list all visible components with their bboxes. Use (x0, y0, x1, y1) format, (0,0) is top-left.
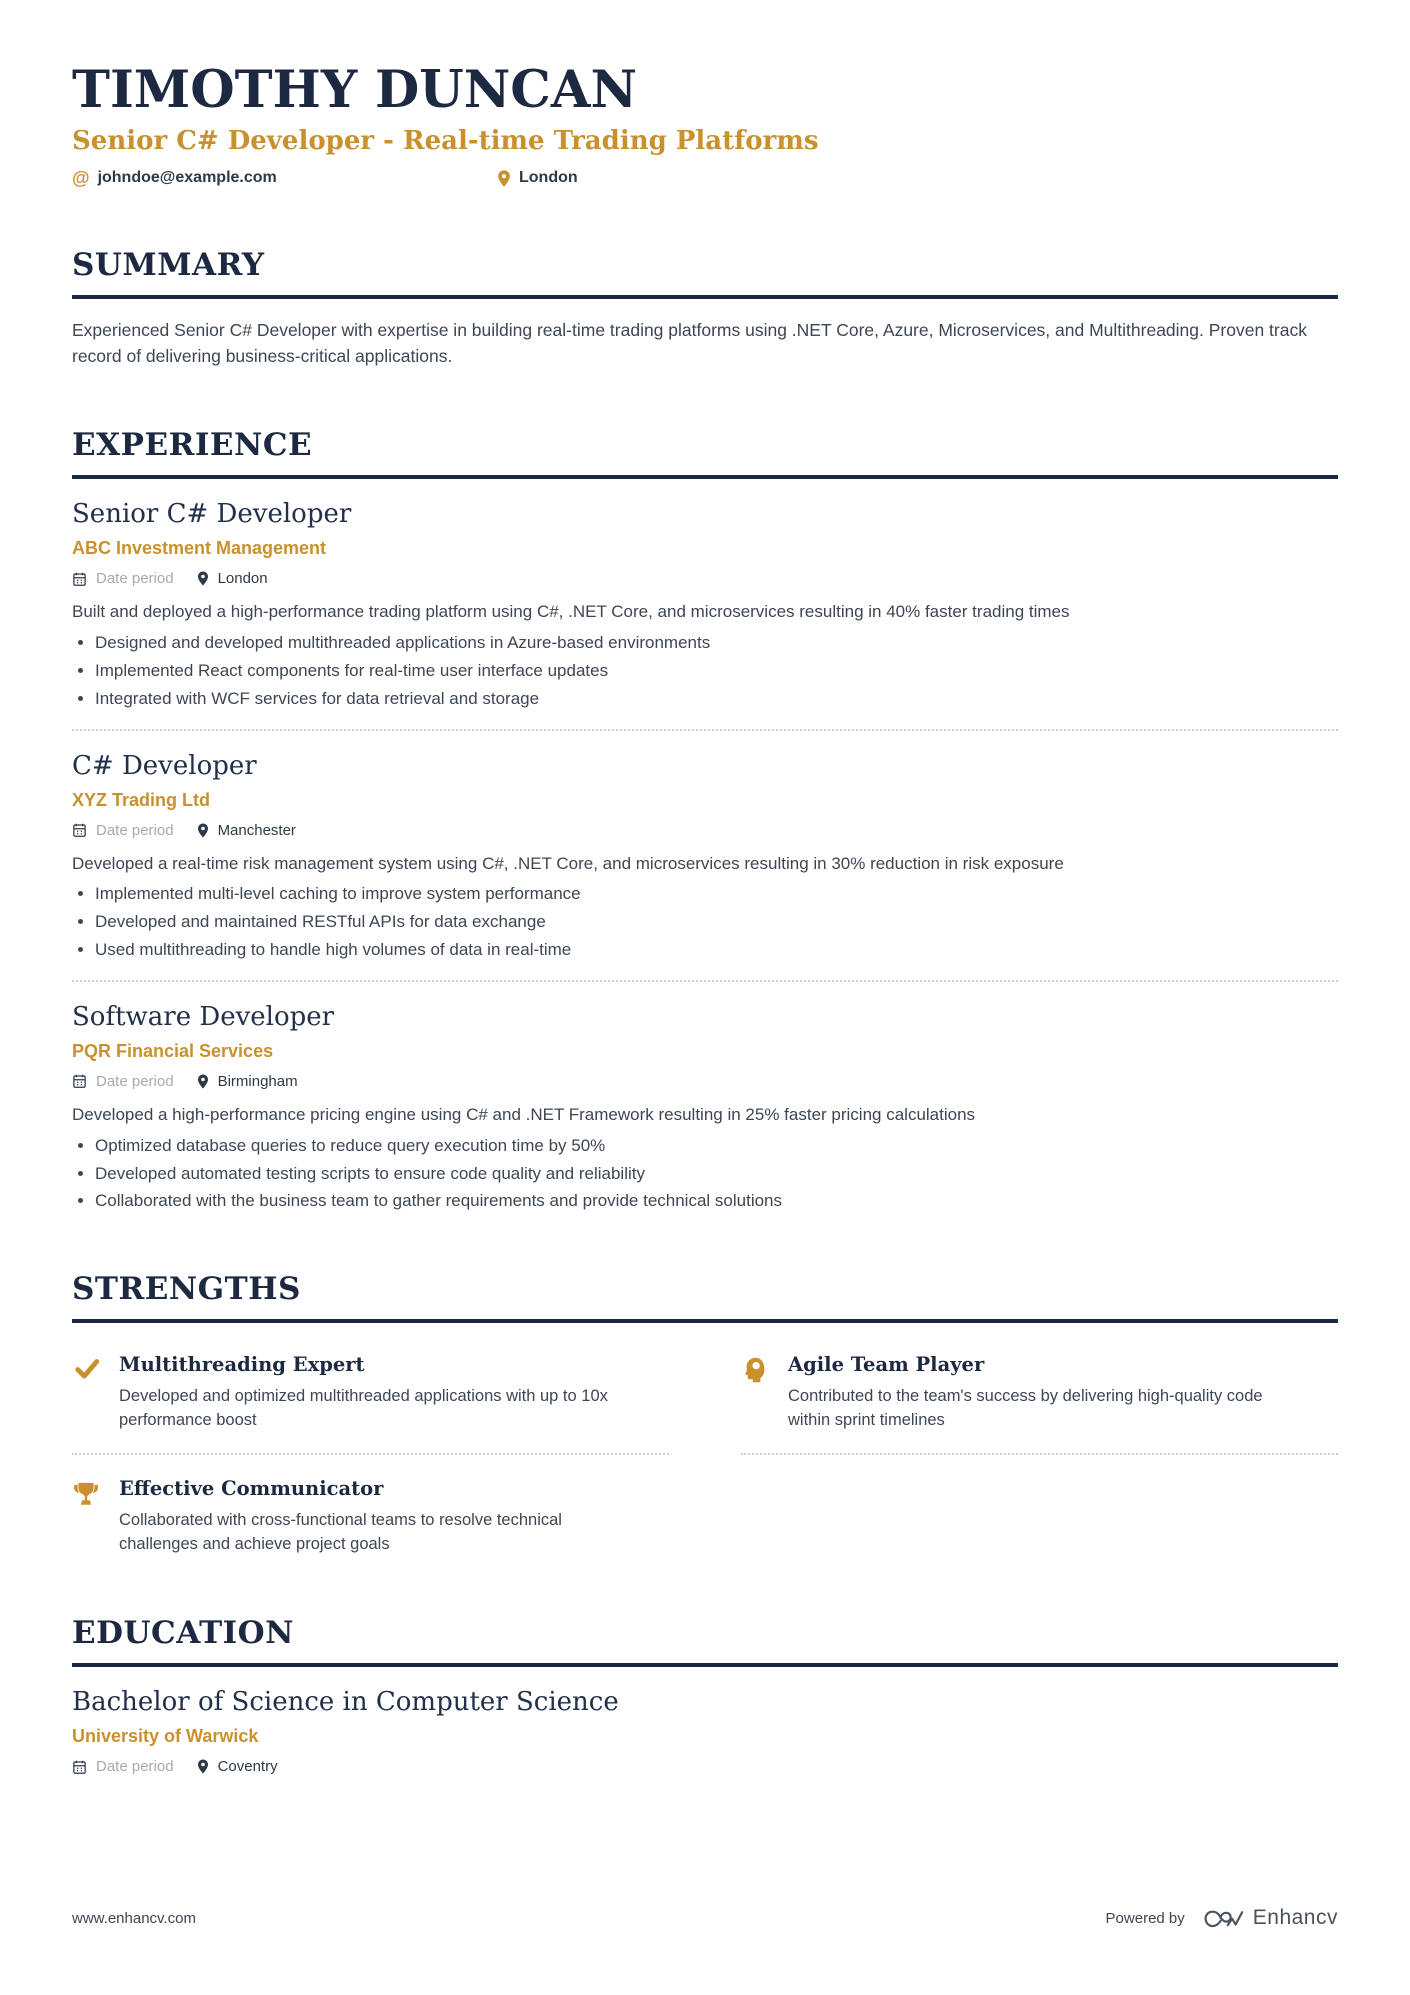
strength-title: Effective Communicator (119, 1477, 384, 1501)
website-link[interactable]: www.enhancv.com (72, 1909, 196, 1927)
date-period: Date period (96, 570, 174, 588)
job-meta-row (72, 570, 1338, 587)
summary-heading: SUMMARY (72, 247, 1338, 299)
strength-title: Multithreading Expert (119, 1353, 365, 1377)
strength-divider (741, 1453, 1338, 1455)
job-bullet: • Collaborated with the business team to gather requirements and provide technical solutions (95, 1190, 1338, 1213)
job-title: Senior C# Developer (72, 499, 352, 530)
summary-section (72, 247, 1338, 370)
job-entry (72, 499, 1338, 710)
education-heading: EDUCATION (72, 1615, 1338, 1667)
email-text: johndoe@example.com (97, 169, 277, 187)
company-name: XYZ Trading Ltd (72, 789, 210, 810)
job-bullet-list (72, 632, 1338, 711)
strengths-column-left (72, 1331, 669, 1557)
job-title: Software Developer (72, 1001, 335, 1032)
job-summary: Built and deployed a high-performance trading platform using C#, .NET Core, and microservices resulting in 40% faster trading times (72, 602, 1070, 622)
experience-section (72, 427, 1338, 1213)
job-bullet-list (72, 1135, 1338, 1214)
job-summary: Developed a high-performance pricing engine using C# and .NET Framework resulting in 25% faster pricing calculations (72, 1104, 976, 1124)
calendar-icon (72, 1073, 87, 1089)
degree-title: Bachelor of Science in Computer Science (72, 1687, 619, 1718)
strength-content (119, 1353, 619, 1433)
job-bullet: • Designed and developed multithreaded applications in Azure-based environments (95, 632, 1338, 655)
job-location: Manchester (217, 821, 296, 839)
head-idea-icon (741, 1353, 771, 1433)
page-footer (72, 1903, 1338, 1933)
powered-by-label: Powered by (1105, 1909, 1185, 1927)
date-period: Date period (96, 1072, 174, 1090)
experience-heading: EXPERIENCE (72, 427, 1338, 479)
job-bullet: • Implemented React components for real-time user interface updates (95, 660, 1338, 683)
contact-email (72, 168, 497, 189)
strength-text: Contributed to the team's success by delivering high-quality code within sprint timelines (788, 1387, 1263, 1430)
location-pin-icon (197, 823, 209, 838)
strengths-heading: STRENGTHS (72, 1271, 1338, 1323)
job-bullet: • Developed automated testing scripts to ensure code quality and reliability (95, 1163, 1338, 1186)
location-pin-icon (197, 1759, 209, 1774)
strengths-column-right (741, 1331, 1338, 1455)
strength-content (119, 1477, 619, 1557)
job-bullet: • Developed and maintained RESTful APIs for data exchange (95, 911, 1338, 934)
at-sign-icon: @ (72, 167, 90, 188)
job-meta-row (72, 1073, 1338, 1090)
strength-item (741, 1331, 1338, 1433)
strength-content (788, 1353, 1288, 1433)
job-divider (72, 729, 1338, 731)
resume-header (72, 60, 1338, 189)
job-meta-row (72, 822, 1338, 839)
job-bullet-list (72, 883, 1338, 962)
location-text: London (519, 169, 578, 187)
education-meta-row (72, 1758, 1338, 1775)
job-bullet: • Implemented multi-level caching to improve system performance (95, 883, 1338, 906)
education-location: Coventry (217, 1758, 278, 1776)
company-name: PQR Financial Services (72, 1040, 274, 1061)
calendar-icon (72, 571, 87, 587)
summary-text: Experienced Senior C# Developer with expertise in building real-time trading platforms using .NET Core, Azure, Microservices, and Multithreading. Proven track record of delivering business-critical applications. (72, 319, 1307, 366)
enhancv-brand[interactable] (1199, 1903, 1338, 1933)
calendar-icon (72, 822, 87, 838)
job-bullet: • Used multithreading to handle high volumes of data in real-time (95, 939, 1338, 962)
location-pin-icon (497, 170, 511, 187)
powered-by (1106, 1903, 1338, 1933)
location-pin-icon (197, 571, 209, 586)
contact-row (72, 168, 1338, 189)
calendar-icon (72, 1759, 87, 1775)
person-name: TIMOTHY DUNCAN (72, 60, 638, 120)
enhancv-logo-text: Enhancv (1252, 1906, 1338, 1929)
school-name: University of Warwick (72, 1726, 259, 1747)
job-divider (72, 980, 1338, 982)
education-section (72, 1615, 1338, 1775)
strengths-section (72, 1271, 1338, 1557)
job-bullet: • Integrated with WCF services for data retrieval and storage (95, 688, 1338, 711)
job-headline: Senior C# Developer - Real-time Trading Platforms (72, 125, 819, 156)
date-period: Date period (96, 821, 174, 839)
strengths-grid (72, 1331, 1338, 1557)
job-bullet: • Optimized database queries to reduce query execution time by 50% (95, 1135, 1338, 1158)
date-period: Date period (96, 1758, 174, 1776)
strength-text: Collaborated with cross-functional teams to resolve technical challenges and achieve project goals (119, 1511, 562, 1554)
job-entry (72, 751, 1338, 962)
strength-title: Agile Team Player (788, 1353, 985, 1377)
location-pin-icon (197, 1074, 209, 1089)
strength-item (72, 1331, 669, 1433)
job-entry (72, 1002, 1338, 1213)
job-location: London (217, 570, 268, 588)
trophy-icon (72, 1477, 102, 1557)
contact-location (497, 169, 578, 187)
enhancv-logo-icon (1199, 1903, 1245, 1933)
strength-item (72, 1455, 669, 1557)
strength-text: Developed and optimized multithreaded applications with up to 10x performance boost (119, 1387, 608, 1430)
job-title: C# Developer (72, 750, 257, 781)
job-summary: Developed a real-time risk management system using C#, .NET Core, and microservices resulting in 30% reduction in risk exposure (72, 853, 1064, 873)
company-name: ABC Investment Management (72, 538, 327, 559)
checkmark-icon (72, 1353, 102, 1433)
job-location: Birmingham (217, 1072, 298, 1090)
